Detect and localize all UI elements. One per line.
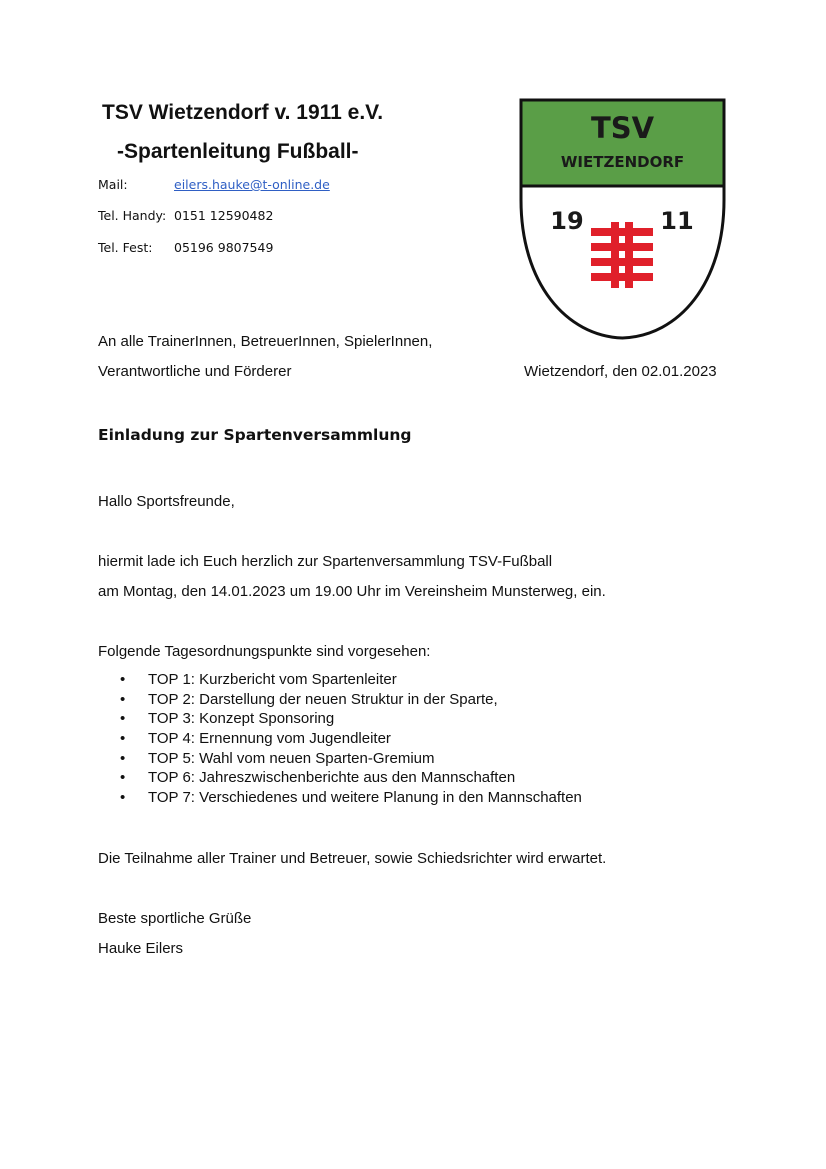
agenda-item: • TOP 6: Jahreszwischenberichte aus den Mannschaften <box>120 769 516 787</box>
logo-year-right: 11 <box>660 207 694 235</box>
bullet-icon: • <box>120 671 126 688</box>
bullet-icon: • <box>120 789 126 807</box>
bullet-icon: • <box>120 749 126 767</box>
handy-label: Tel. Handy: <box>98 208 167 223</box>
agenda-list <box>98 670 582 808</box>
agenda-intro: Folgende Tagesordnungspunkte sind vorgesehen: <box>98 643 431 660</box>
mail-label: Mail: <box>98 177 128 192</box>
logo-tsv-text: TSV <box>590 111 655 145</box>
participation-note: Die Teilnahme aller Trainer und Betreuer, sowie Schiedsrichter wird erwartet. <box>98 850 607 867</box>
agenda-item: • TOP 1: Kurzbericht vom Spartenleiter <box>120 671 397 688</box>
signature: Hauke Eilers <box>98 940 184 957</box>
fest-label: Tel. Fest: <box>98 240 153 255</box>
recipients-line-1: An alle TrainerInnen, BetreuerInnen, SpielerInnen, <box>98 333 433 350</box>
logo-year-left: 19 <box>550 207 584 235</box>
subject-heading: Einladung zur Spartenversammlung <box>98 426 412 444</box>
agenda-item: • TOP 4: Ernennung vom Jugendleiter <box>120 730 391 748</box>
recipients-line-2: Verantwortliche und Förderer <box>98 363 292 380</box>
agenda-item: • TOP 2: Darstellung der neuen Struktur in der Sparte, <box>120 690 498 708</box>
club-title: TSV Wietzendorf v. 1911 e.V. <box>102 101 384 124</box>
bullet-icon: • <box>120 710 126 728</box>
bullet-icon: • <box>120 730 126 748</box>
agenda-item: • TOP 7: Verschiedenes und weitere Planung in den Mannschaften <box>120 789 582 807</box>
place-date: Wietzendorf, den 02.01.2023 <box>524 363 717 380</box>
agenda-item: • TOP 3: Konzept Sponsoring <box>120 710 335 728</box>
logo-town-text: WIETZENDORF <box>560 153 685 171</box>
department-title: -Spartenleitung Fußball- <box>117 140 359 163</box>
club-logo <box>519 98 726 340</box>
greeting: Hallo Sportsfreunde, <box>98 493 235 510</box>
bullet-icon: • <box>120 690 126 708</box>
fest-number: 05196 9807549 <box>174 240 274 255</box>
handy-number: 0151 12590482 <box>174 208 274 223</box>
closing-line: Beste sportliche Grüße <box>98 910 252 927</box>
invite-line-2: am Montag, den 14.01.2023 um 19.00 Uhr im Vereinsheim Munsterweg, ein. <box>98 583 606 600</box>
mail-link[interactable]: eilers.hauke@t-online.de <box>174 177 330 192</box>
agenda-item: • TOP 5: Wahl vom neuen Sparten-Gremium <box>120 749 435 767</box>
bullet-icon: • <box>120 769 126 787</box>
invite-line-1: hiermit lade ich Euch herzlich zur Spartenversammlung TSV-Fußball <box>98 553 553 570</box>
